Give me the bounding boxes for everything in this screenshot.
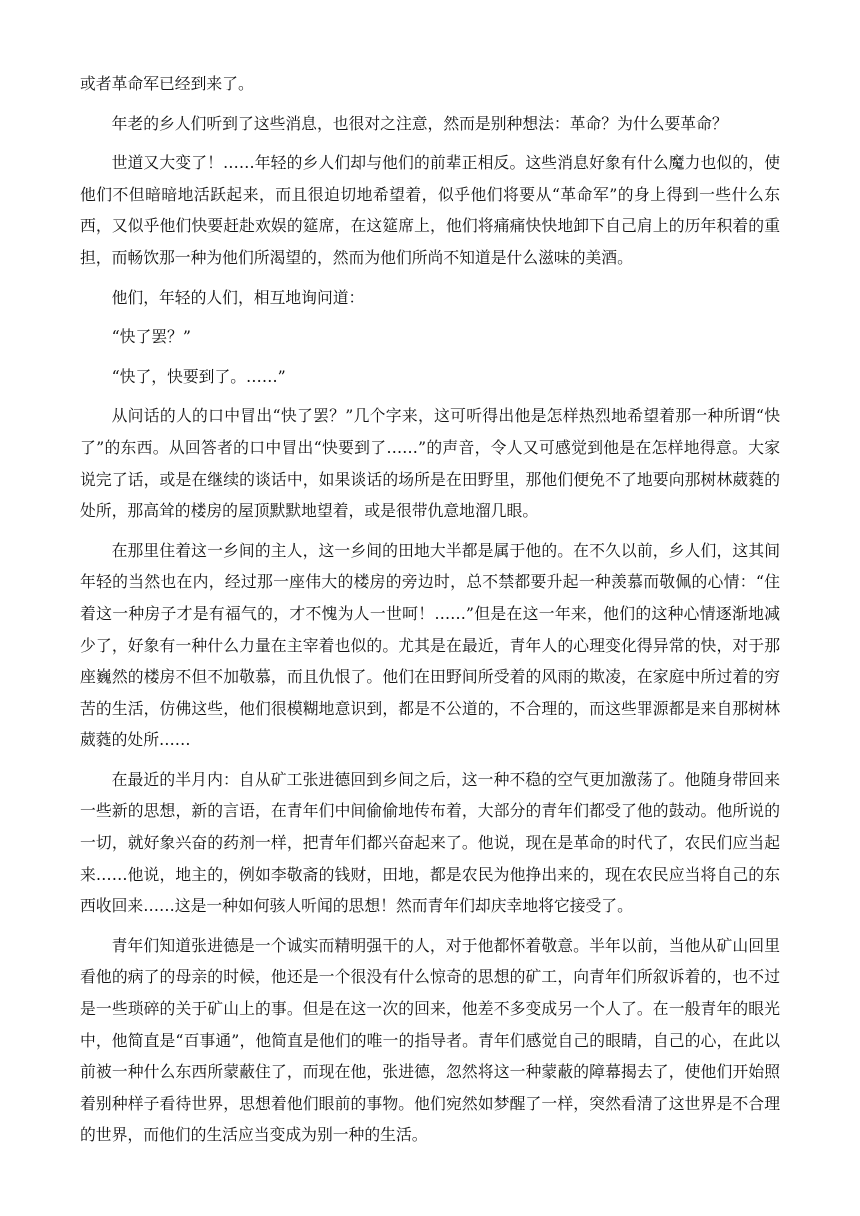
paragraph-7: 从问话的人的口中冒出“快了罢？”几个字来，这可听得出他是怎样热烈地希望着那一种所谓“快了”的东西。从回答者的口中冒出“快要到了……”的声音，令人又可感觉到他是在怎样地得意。大家说完了话，或是在继续的谈话中，如果谈话的场所是在田野里，那他们便免不了地要向那树林葳蕤的处所，那高耸的楼房的屋顶默默地望着，或是很带仇意地溜几眼。	[80, 406, 780, 521]
paragraph-1: 或者革命军已经到来了。	[80, 74, 254, 93]
paragraph-9: 在最近的半月内：自从矿工张进德回到乡间之后，这一种不稳的空气更加激荡了。他随身带回来一些新的思想，新的言语，在青年们中间偷偷地传布着，大部分的青年们都受了他的鼓动。他所说的一切，就好象兴奋的药剂一样，把青年们都兴奋起来了。他说，现在是革命的时代了，农民们应当起来……他说，地主的，例如李敬斋的钱财，田地，都是农民为他挣出来的，现在农民应当将自己的东西收回来……这是一种如何骇人听闻的思想！然而青年们却庆幸地将它接受了。	[80, 769, 780, 916]
paragraph-4: 他们，年轻的人们，相互地询问道：	[111, 287, 365, 307]
dialogue-answer: “快了，快要到了。……”	[111, 366, 286, 386]
document-body	[80, 68, 780, 1159]
dialogue-question: “快了罢？”	[111, 327, 191, 347]
paragraph-10: 青年们知道张进德是一个诚实而精明强干的人，对于他都怀着敬意。半年以前，当他从矿山回里看他的病了的母亲的时候，他还是一个很没有什么惊奇的思想的矿工，向青年们所叙诉着的，也不过是一些琐碎的关于矿山上的事。但是在这一次的回来，他差不多变成另一个人了。在一般青年的眼光中，他简直是“百事通”，他简直是他们的唯一的指导者。青年们感觉自己的眼睛，自己的心，在此以前被一种什么东西所蒙蔽住了，而现在他，张进德，忽然将这一种蒙蔽的障幕揭去了，使他们开始照着别种样子看待世界，思想着他们眼前的事物。他们宛然如梦醒了一样，突然看清了这世界是不合理的世界，而他们的生活应当变成为别一种的生活。	[80, 935, 780, 1145]
paragraph-8: 在那里住着这一乡间的主人，这一乡间的田地大半都是属于他的。在不久以前，乡人们，这其间年轻的当然也在内，经过那一座伟大的楼房的旁边时，总不禁都要升起一种羡慕而敬佩的心情：“住着这一种房子才是有福气的，才不愧为人一世呵！……”但是在这一年来，他们的这种心情逐渐地减少了，好象有一种什么力量在主宰着也似的。尤其是在最近，青年人的心理变化得异常的快，对于那座巍然的楼房不但不加敬慕，而且仇恨了。他们在田野间所受着的风雨的欺凌，在家庭中所过着的穷苦的生活，仿佛这些，他们很模糊地意识到，都是不公道的，不合理的，而这些罪源都是来自那树林葳蕤的处所……	[80, 540, 780, 750]
paragraph-2: 年老的乡人们听到了这些消息，也很对之注意，然而是别种想法：革命？为什么要革命？	[111, 113, 728, 133]
paragraph-3: 世道又大变了！……年轻的乡人们却与他们的前辈正相反。这些消息好象有什么魔力也似的，使他们不但暗暗地活跃起来，而且很迫切地希望着，似乎他们将要从“革命军”的身上得到一些什么东西，又似乎他们快要赶赴欢娱的筵席，在这筵席上，他们将痛痛快快地卸下自己肩上的历年积着的重担，而畅饮那一种为他们所渴望的，然而为他们所尚不知道是什么滋味的美酒。	[80, 153, 780, 267]
